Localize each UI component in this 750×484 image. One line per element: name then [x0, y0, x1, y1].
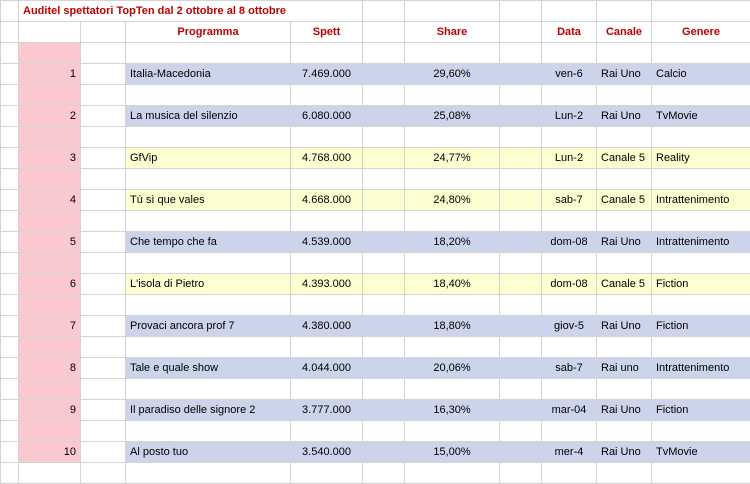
share-cell[interactable]: 18,20%	[405, 232, 500, 253]
programma-cell[interactable]: Al posto tuo	[126, 442, 291, 463]
cell-empty[interactable]	[1, 211, 19, 232]
spacer-row	[1, 463, 750, 484]
rank-cell[interactable]: 9	[19, 400, 81, 421]
cell-empty[interactable]	[81, 22, 126, 43]
programma-cell[interactable]: Tù sì que vales	[126, 190, 291, 211]
cell-empty[interactable]	[405, 43, 500, 64]
cell-empty[interactable]	[126, 253, 291, 274]
cell-empty[interactable]	[1, 442, 19, 463]
programma-cell[interactable]: Che tempo che fa	[126, 232, 291, 253]
table-row[interactable]	[1, 106, 750, 127]
rank-cell[interactable]: 6	[19, 274, 81, 295]
cell-empty[interactable]	[363, 211, 405, 232]
cell-pink[interactable]	[19, 211, 81, 232]
cell-pink[interactable]	[19, 253, 81, 274]
share-cell[interactable]: 18,40%	[405, 274, 500, 295]
cell-empty[interactable]	[126, 295, 291, 316]
cell-empty[interactable]	[405, 169, 500, 190]
cell-empty[interactable]	[363, 190, 405, 211]
canale-cell[interactable]: Rai Uno	[597, 400, 652, 421]
cell-empty[interactable]	[291, 379, 363, 400]
rank-cell[interactable]: 3	[19, 148, 81, 169]
cell-empty[interactable]	[81, 337, 126, 358]
table-row[interactable]	[1, 232, 750, 253]
cell-empty[interactable]	[1, 400, 19, 421]
cell-empty[interactable]	[500, 379, 542, 400]
cell-empty[interactable]	[500, 190, 542, 211]
genere-cell[interactable]: Fiction	[652, 316, 750, 337]
cell-empty[interactable]	[405, 211, 500, 232]
cell-empty[interactable]	[126, 85, 291, 106]
cell-empty[interactable]	[500, 22, 542, 43]
share-cell[interactable]: 15,00%	[405, 442, 500, 463]
cell-empty[interactable]	[291, 337, 363, 358]
cell-empty[interactable]	[1, 190, 19, 211]
cell-empty[interactable]	[405, 295, 500, 316]
table-row[interactable]	[1, 442, 750, 463]
cell-empty[interactable]	[500, 148, 542, 169]
spacer-row	[1, 295, 750, 316]
cell-pink[interactable]	[19, 169, 81, 190]
spett-cell[interactable]: 4.380.000	[291, 316, 363, 337]
cell-empty[interactable]	[126, 421, 291, 442]
cell-empty[interactable]	[126, 463, 291, 484]
table-row[interactable]	[1, 64, 750, 85]
share-cell[interactable]: 16,30%	[405, 400, 500, 421]
cell-empty[interactable]	[81, 442, 126, 463]
cell-empty[interactable]	[363, 106, 405, 127]
cell-empty[interactable]	[1, 337, 19, 358]
cell-empty[interactable]	[291, 463, 363, 484]
cell-empty[interactable]	[500, 463, 542, 484]
canale-cell[interactable]: Rai Uno	[597, 64, 652, 85]
cell-empty[interactable]	[81, 463, 126, 484]
cell-empty[interactable]	[291, 421, 363, 442]
column-header-spett: Spett	[291, 22, 363, 43]
column-header-canale: Canale	[597, 22, 652, 43]
genere-cell[interactable]: Fiction	[652, 274, 750, 295]
cell-pink[interactable]	[19, 127, 81, 148]
cell-empty[interactable]	[597, 463, 652, 484]
cell-empty[interactable]	[1, 1, 19, 22]
cell-empty[interactable]	[597, 1, 652, 22]
cell-empty[interactable]	[1, 274, 19, 295]
column-header-share: Share	[405, 22, 500, 43]
cell-empty[interactable]	[81, 127, 126, 148]
cell-empty[interactable]	[363, 337, 405, 358]
cell-empty[interactable]	[1, 253, 19, 274]
canale-cell[interactable]: Rai Uno	[597, 316, 652, 337]
cell-empty[interactable]	[81, 85, 126, 106]
cell-empty[interactable]	[363, 253, 405, 274]
cell-empty[interactable]	[405, 85, 500, 106]
cell-empty[interactable]	[1, 421, 19, 442]
programma-cell[interactable]: La musica del silenzio	[126, 106, 291, 127]
cell-empty[interactable]	[81, 358, 126, 379]
cell-empty[interactable]	[1, 316, 19, 337]
cell-empty[interactable]	[597, 211, 652, 232]
cell-empty[interactable]	[597, 253, 652, 274]
cell-empty[interactable]	[1, 106, 19, 127]
cell-empty[interactable]	[81, 316, 126, 337]
cell-empty[interactable]	[81, 64, 126, 85]
table-row[interactable]	[1, 190, 750, 211]
cell-empty[interactable]	[542, 463, 597, 484]
share-cell[interactable]: 25,08%	[405, 106, 500, 127]
genere-cell[interactable]: Fiction	[652, 400, 750, 421]
cell-empty[interactable]	[81, 274, 126, 295]
cell-empty[interactable]	[81, 379, 126, 400]
programma-cell[interactable]: Provaci ancora prof 7	[126, 316, 291, 337]
genere-cell[interactable]: Intrattenimento	[652, 358, 750, 379]
cell-empty[interactable]	[597, 337, 652, 358]
cell-empty[interactable]	[542, 127, 597, 148]
spacer-row	[1, 127, 750, 148]
cell-empty[interactable]	[405, 421, 500, 442]
cell-empty[interactable]	[542, 253, 597, 274]
cell-empty[interactable]	[1, 43, 19, 64]
cell-empty[interactable]	[19, 22, 81, 43]
cell-empty[interactable]	[652, 295, 750, 316]
rank-cell[interactable]: 1	[19, 64, 81, 85]
cell-empty[interactable]	[597, 421, 652, 442]
cell-empty[interactable]	[126, 127, 291, 148]
cell-empty[interactable]	[1, 148, 19, 169]
column-header-genere: Genere	[652, 22, 750, 43]
programma-cell[interactable]: L'isola di Pietro	[126, 274, 291, 295]
data-cell[interactable]: dom-08	[542, 232, 597, 253]
cell-empty[interactable]	[291, 43, 363, 64]
cell-empty[interactable]	[500, 127, 542, 148]
cell-empty[interactable]	[126, 169, 291, 190]
cell-empty[interactable]	[1, 379, 19, 400]
cell-empty[interactable]	[405, 127, 500, 148]
cell-empty[interactable]	[542, 379, 597, 400]
rank-cell[interactable]: 8	[19, 358, 81, 379]
cell-empty[interactable]	[81, 190, 126, 211]
cell-empty[interactable]	[363, 169, 405, 190]
cell-empty[interactable]	[1, 358, 19, 379]
cell-empty[interactable]	[81, 148, 126, 169]
cell-empty[interactable]	[1, 295, 19, 316]
cell-pink[interactable]	[19, 379, 81, 400]
cell-empty[interactable]	[81, 169, 126, 190]
cell-empty[interactable]	[19, 463, 81, 484]
cell-empty[interactable]	[542, 1, 597, 22]
cell-empty[interactable]	[81, 43, 126, 64]
spett-cell[interactable]: 4.393.000	[291, 274, 363, 295]
table-body	[1, 1, 750, 484]
cell-empty[interactable]	[500, 232, 542, 253]
cell-empty[interactable]	[500, 337, 542, 358]
cell-empty[interactable]	[500, 316, 542, 337]
cell-empty[interactable]	[126, 379, 291, 400]
cell-empty[interactable]	[405, 463, 500, 484]
cell-empty[interactable]	[81, 253, 126, 274]
programma-cell[interactable]: Tale e quale show	[126, 358, 291, 379]
cell-empty[interactable]	[363, 43, 405, 64]
cell-empty[interactable]	[542, 43, 597, 64]
canale-cell[interactable]: Rai Uno	[597, 106, 652, 127]
cell-empty[interactable]	[652, 337, 750, 358]
canale-cell[interactable]: Canale 5	[597, 190, 652, 211]
cell-empty[interactable]	[126, 43, 291, 64]
cell-empty[interactable]	[405, 1, 500, 22]
spacer-row	[1, 169, 750, 190]
cell-empty[interactable]	[405, 253, 500, 274]
cell-empty[interactable]	[500, 85, 542, 106]
data-cell[interactable]: mer-4	[542, 442, 597, 463]
cell-empty[interactable]	[126, 211, 291, 232]
cell-empty[interactable]	[126, 337, 291, 358]
column-header-data: Data	[542, 22, 597, 43]
cell-empty[interactable]	[597, 295, 652, 316]
data-cell[interactable]: sab-7	[542, 358, 597, 379]
table-row[interactable]	[1, 358, 750, 379]
cell-empty[interactable]	[363, 148, 405, 169]
cell-empty[interactable]	[363, 232, 405, 253]
cell-empty[interactable]	[542, 421, 597, 442]
cell-empty[interactable]	[542, 337, 597, 358]
spacer-row	[1, 211, 750, 232]
cell-empty[interactable]	[1, 169, 19, 190]
cell-empty[interactable]	[652, 127, 750, 148]
spacer-row	[1, 379, 750, 400]
cell-empty[interactable]	[652, 463, 750, 484]
spacer-row	[1, 253, 750, 274]
spett-cell[interactable]: 4.539.000	[291, 232, 363, 253]
spacer-row	[1, 337, 750, 358]
cell-pink[interactable]	[19, 295, 81, 316]
spett-cell[interactable]: 4.044.000	[291, 358, 363, 379]
cell-empty[interactable]	[597, 169, 652, 190]
genere-cell[interactable]: Intrattenimento	[652, 232, 750, 253]
cell-empty[interactable]	[291, 295, 363, 316]
cell-empty[interactable]	[597, 85, 652, 106]
data-cell[interactable]: dom-08	[542, 274, 597, 295]
share-cell[interactable]: 29,60%	[405, 64, 500, 85]
cell-empty[interactable]	[363, 274, 405, 295]
cell-empty[interactable]	[291, 85, 363, 106]
cell-empty[interactable]	[500, 442, 542, 463]
cell-pink[interactable]	[19, 337, 81, 358]
genere-cell[interactable]: Intrattenimento	[652, 190, 750, 211]
data-cell[interactable]: Lun-2	[542, 148, 597, 169]
data-cell[interactable]: ven-6	[542, 64, 597, 85]
spacer-row	[1, 43, 750, 64]
rank-cell[interactable]: 10	[19, 442, 81, 463]
cell-empty[interactable]	[652, 379, 750, 400]
cell-empty[interactable]	[1, 463, 19, 484]
table-row[interactable]	[1, 274, 750, 295]
programma-cell[interactable]: GfVip	[126, 148, 291, 169]
cell-empty[interactable]	[542, 169, 597, 190]
spett-cell[interactable]: 4.768.000	[291, 148, 363, 169]
cell-empty[interactable]	[500, 169, 542, 190]
cell-empty[interactable]	[363, 358, 405, 379]
table-row[interactable]	[1, 400, 750, 421]
cell-empty[interactable]	[500, 43, 542, 64]
cell-empty[interactable]	[363, 127, 405, 148]
cell-empty[interactable]	[500, 400, 542, 421]
cell-empty[interactable]	[363, 64, 405, 85]
share-cell[interactable]: 20,06%	[405, 358, 500, 379]
cell-empty[interactable]	[405, 337, 500, 358]
cell-empty[interactable]	[81, 421, 126, 442]
spett-cell[interactable]: 3.540.000	[291, 442, 363, 463]
canale-cell[interactable]: Rai Uno	[597, 442, 652, 463]
cell-empty[interactable]	[363, 1, 405, 22]
programma-cell[interactable]: Italia-Macedonia	[126, 64, 291, 85]
header-row	[1, 22, 750, 43]
cell-empty[interactable]	[652, 169, 750, 190]
cell-empty[interactable]	[597, 43, 652, 64]
cell-pink[interactable]	[19, 43, 81, 64]
column-header-programma: Programma	[126, 22, 291, 43]
cell-empty[interactable]	[291, 127, 363, 148]
cell-empty[interactable]	[652, 253, 750, 274]
cell-empty[interactable]	[542, 211, 597, 232]
data-cell[interactable]: giov-5	[542, 316, 597, 337]
cell-empty[interactable]	[500, 358, 542, 379]
genere-cell[interactable]: TvMovie	[652, 106, 750, 127]
rank-cell[interactable]: 7	[19, 316, 81, 337]
cell-empty[interactable]	[597, 379, 652, 400]
cell-empty[interactable]	[81, 232, 126, 253]
cell-empty[interactable]	[652, 43, 750, 64]
rank-cell[interactable]: 2	[19, 106, 81, 127]
cell-empty[interactable]	[81, 400, 126, 421]
genere-cell[interactable]: TvMovie	[652, 442, 750, 463]
data-cell[interactable]: mar-04	[542, 400, 597, 421]
programma-cell[interactable]: Il paradiso delle signore 2	[126, 400, 291, 421]
canale-cell[interactable]: Canale 5	[597, 274, 652, 295]
cell-empty[interactable]	[1, 85, 19, 106]
cell-empty[interactable]	[500, 253, 542, 274]
cell-empty[interactable]	[1, 127, 19, 148]
cell-empty[interactable]	[363, 421, 405, 442]
cell-empty[interactable]	[542, 85, 597, 106]
table-row[interactable]	[1, 148, 750, 169]
spett-cell[interactable]: 4.668.000	[291, 190, 363, 211]
cell-empty[interactable]	[1, 22, 19, 43]
cell-empty[interactable]	[500, 274, 542, 295]
page-title: Auditel spettatori TopTen dal 2 ottobre al 8 ottobre	[19, 1, 363, 22]
cell-empty[interactable]	[405, 379, 500, 400]
cell-empty[interactable]	[291, 169, 363, 190]
cell-empty[interactable]	[363, 316, 405, 337]
cell-empty[interactable]	[363, 379, 405, 400]
genere-cell[interactable]: Calcio	[652, 64, 750, 85]
cell-empty[interactable]	[542, 295, 597, 316]
spett-cell[interactable]: 6.080.000	[291, 106, 363, 127]
cell-empty[interactable]	[81, 295, 126, 316]
cell-empty[interactable]	[500, 295, 542, 316]
cell-empty[interactable]	[652, 85, 750, 106]
cell-empty[interactable]	[652, 421, 750, 442]
cell-empty[interactable]	[81, 211, 126, 232]
spacer-row	[1, 421, 750, 442]
rank-cell[interactable]: 5	[19, 232, 81, 253]
data-cell[interactable]: sab-7	[542, 190, 597, 211]
share-cell[interactable]: 24,80%	[405, 190, 500, 211]
cell-pink[interactable]	[19, 85, 81, 106]
cell-empty[interactable]	[652, 1, 750, 22]
cell-empty[interactable]	[363, 400, 405, 421]
cell-empty[interactable]	[500, 106, 542, 127]
canale-cell[interactable]: Canale 5	[597, 148, 652, 169]
cell-empty[interactable]	[363, 22, 405, 43]
cell-empty[interactable]	[363, 85, 405, 106]
cell-empty[interactable]	[81, 106, 126, 127]
spett-cell[interactable]: 3.777.000	[291, 400, 363, 421]
spacer-row	[1, 85, 750, 106]
share-cell[interactable]: 18,80%	[405, 316, 500, 337]
rank-cell[interactable]: 4	[19, 190, 81, 211]
cell-empty[interactable]	[363, 295, 405, 316]
cell-empty[interactable]	[500, 211, 542, 232]
cell-empty[interactable]	[363, 442, 405, 463]
data-cell[interactable]: Lun-2	[542, 106, 597, 127]
cell-empty[interactable]	[500, 1, 542, 22]
cell-pink[interactable]	[19, 421, 81, 442]
cell-empty[interactable]	[652, 211, 750, 232]
cell-empty[interactable]	[500, 421, 542, 442]
canale-cell[interactable]: Rai uno	[597, 358, 652, 379]
cell-empty[interactable]	[1, 64, 19, 85]
cell-empty[interactable]	[1, 232, 19, 253]
cell-empty[interactable]	[291, 211, 363, 232]
cell-empty[interactable]	[597, 127, 652, 148]
spett-cell[interactable]: 7.469.000	[291, 64, 363, 85]
share-cell[interactable]: 24,77%	[405, 148, 500, 169]
cell-empty[interactable]	[291, 253, 363, 274]
cell-empty[interactable]	[363, 463, 405, 484]
table-row[interactable]	[1, 316, 750, 337]
cell-empty[interactable]	[500, 64, 542, 85]
canale-cell[interactable]: Rai Uno	[597, 232, 652, 253]
genere-cell[interactable]: Reality	[652, 148, 750, 169]
title-row	[1, 1, 750, 22]
